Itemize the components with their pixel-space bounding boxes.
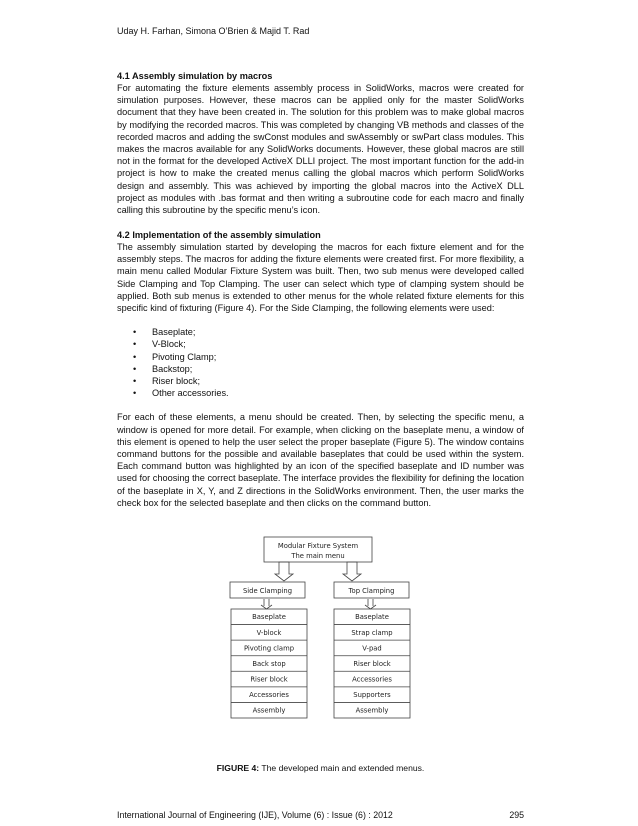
arrow-down-icon bbox=[343, 562, 361, 581]
menu-item-label: V-block bbox=[256, 628, 282, 637]
menu-item-label: Baseplate bbox=[252, 613, 286, 622]
section-4-2-body-2: For each of these elements, a menu should be created. Then, by selecting the specific menu, a window is opened for more detail. For example, when clicking on the baseplate menu, a window of this element is opened to help the user select the proper baseplate (Figure 5). The window contains command buttons for the possible and available baseplates that could be used within the system. Each command button was highlighted by an icon of the specified baseplate and ID number was used for choosing the correct baseplate. The interface provides the flexibility for defining the location of the baseplate in X, Y, and Z directions in the SolidWorks environment. Then, the user marks the check box for the selected baseplate and then clicks on the command button. bbox=[117, 412, 524, 508]
list-item: • Riser block; bbox=[117, 375, 524, 387]
top-clamping-label: Top Clamping bbox=[348, 587, 395, 595]
main-menu-subtitle: The main menu bbox=[291, 552, 345, 560]
list-item: • Backstop; bbox=[117, 363, 524, 375]
arrow-down-icon bbox=[275, 562, 293, 581]
menu-item-label: Riser block bbox=[250, 675, 288, 684]
arrow-down-icon bbox=[261, 599, 272, 609]
figure-label: FIGURE 4: bbox=[216, 763, 260, 773]
menu-item-label: V-pad bbox=[362, 644, 382, 653]
menu-item-label: Pivoting clamp bbox=[243, 644, 295, 653]
list-item: • Baseplate; bbox=[117, 326, 524, 338]
section-4-1-body: For automating the fixture elements assembly process in SolidWorks, macros were created for simulation purposes. However, these macros can be applied only for the master SolidWorks document that they have been created in. The solution for this problem was to make global macros by modifying the recorded macros. This was completed by changing VB methods and classes of the recorded macros and adding the swConst modules and swAssembly or swPart class modules. This makes the macros available for any SolidWorks documents. However, these global macros are still not in the format for the developed ActiveX DLLI project. The most important function for the add-in project is how to make the created menus calling the global macros which perform SolidWorks design and assembly. This was achieved by importing the global macros into the ActiveX DLL project as modules with .bas format and then writing a subroutine code for each macro and finally calling this subroutine by the specific menu’s icon. bbox=[117, 83, 524, 216]
journal-citation: International Journal of Engineering (IJE), Volume (6) : Issue (6) : 2012 bbox=[117, 810, 393, 820]
section-4-1-title: 4.1 Assembly simulation by macros bbox=[117, 71, 273, 81]
page-footer bbox=[117, 810, 524, 820]
side-clamping-label: Side Clamping bbox=[242, 587, 293, 595]
page-number: 295 bbox=[509, 810, 524, 820]
menu-item-label: Assembly bbox=[252, 706, 286, 715]
running-header: Uday H. Farhan, Simona O’Brien & Majid T. Rad bbox=[117, 26, 310, 36]
figure-caption bbox=[117, 763, 524, 773]
arrow-down-icon bbox=[365, 599, 376, 609]
menu-item-label: Supporters bbox=[353, 691, 391, 700]
list-item: • V-Block; bbox=[117, 338, 524, 350]
figure-caption-text: The developed main and extended menus. bbox=[259, 763, 425, 773]
list-item: • Other accessories. bbox=[117, 387, 524, 399]
menu-item-label: Strap clamp bbox=[351, 628, 393, 637]
menu-item-label: Back stop bbox=[252, 659, 286, 668]
menu-item-label: Accessories bbox=[352, 675, 392, 684]
menu-item-label: Accessories bbox=[249, 691, 289, 700]
section-4-2-body: The assembly simulation started by developing the macros for each fixture element and for the assembly steps. The macros for adding the fixture elements were created first. For more flexibility, a main menu called Modular Fixture System was built. Then, two sub menus were developed called Side Clamping and Top Clamping. The user can select which type of clamping system should be applied. Both sub menus is extended to other menus for the whole related fixture elements for this specific kind of fixturing (Figure 4). For the Side Clamping, the following elements were used: bbox=[117, 242, 524, 314]
menu-item-label: Riser block bbox=[353, 659, 391, 668]
menu-item-label: Baseplate bbox=[355, 613, 389, 622]
section-4-2-title: 4.2 Implementation of the assembly simulation bbox=[117, 230, 321, 240]
menu-item-label: Assembly bbox=[355, 706, 389, 715]
main-menu-title: Modular Fixture System bbox=[277, 542, 359, 550]
list-item: • Pivoting Clamp; bbox=[117, 351, 524, 363]
